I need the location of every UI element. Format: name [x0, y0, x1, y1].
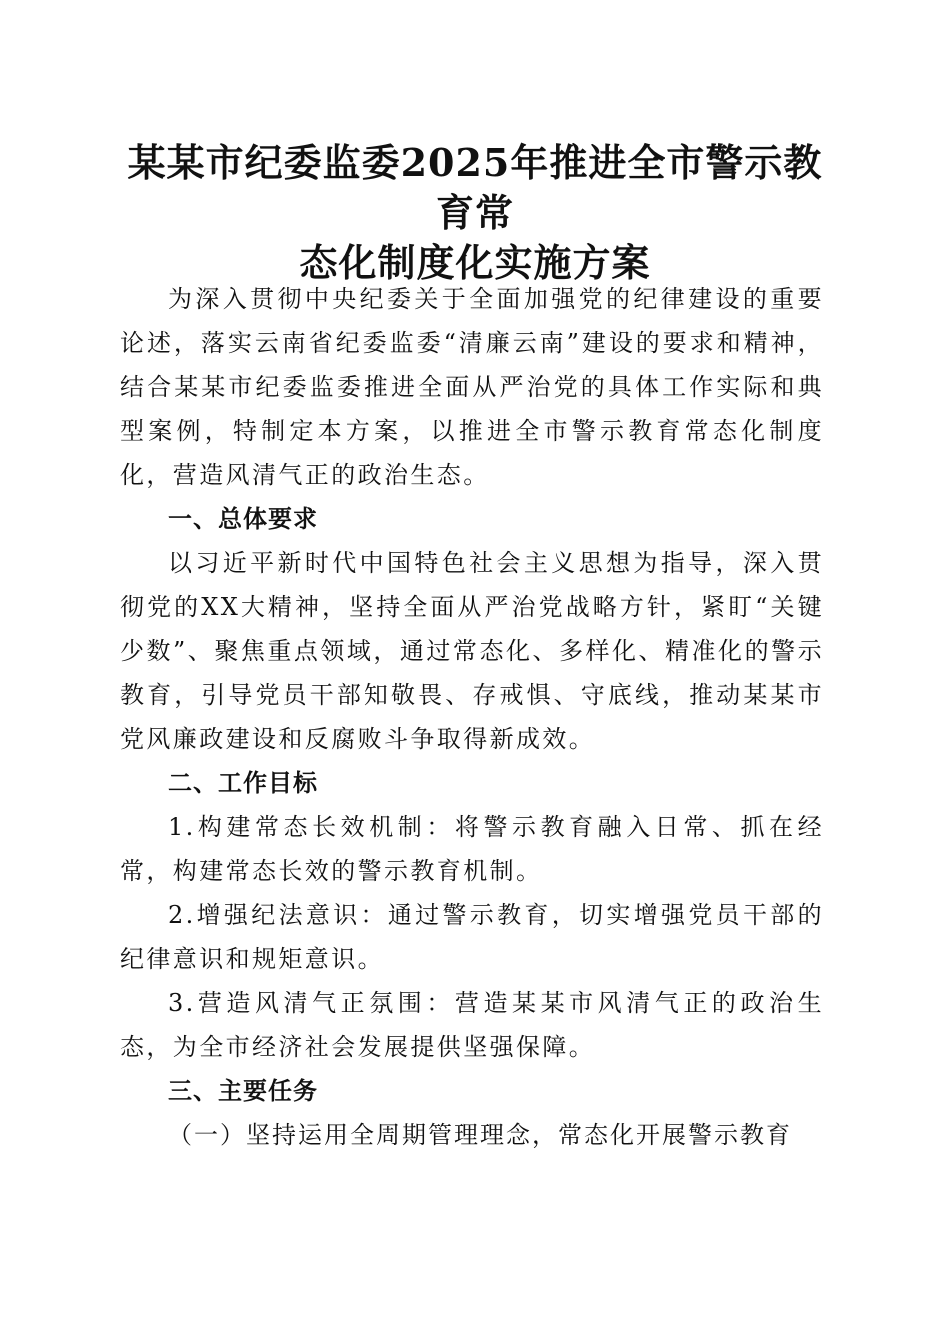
work-goal-item-1: 1.构建常态长效机制：将警示教育融入日常、抓在经常，构建常态长效的警示教育机制。	[120, 813, 824, 885]
document-body	[120, 277, 824, 1157]
work-goal-item-3: 3.营造风清气正氛围：营造某某市风清气正的政治生态，为全市经济社会发展提供坚强保障。	[120, 989, 824, 1061]
title-line-1: 某某市纪委监委2025年推进全市警示教育常	[127, 140, 823, 235]
section-heading-work-goals: 二、工作目标	[168, 769, 318, 797]
document-title	[120, 138, 830, 288]
work-goal-item-2: 2.增强纪法意识：通过警示教育，切实增强党员干部的纪律意识和规矩意识。	[120, 901, 824, 973]
intro-paragraph: 为深入贯彻中央纪委关于全面加强党的纪律建设的重要论述，落实云南省纪委监委“清廉云南”建设的要求和精神，结合某某市纪委监委推进全面从严治党的具体工作实际和典型案例，特制定本方案，以推进全市警示教育常态化制度化，营造风清气正的政治生态。	[120, 285, 824, 489]
general-requirements-paragraph: 以习近平新时代中国特色社会主义思想为指导，深入贯彻党的XX大精神，坚持全面从严治党战略方针，紧盯“关键少数”、聚焦重点领域，通过常态化、多样化、精准化的警示教育，引导党员干部知敬畏、存戒惧、守底线，推动某某市党风廉政建设和反腐败斗争取得新成效。	[120, 549, 824, 753]
section-heading-general-requirements: 一、总体要求	[168, 505, 318, 533]
title-line-2: 态化制度化实施方案	[299, 240, 651, 285]
main-tasks-subheading-1: （一）坚持运用全周期管理理念，常态化开展警示教育	[168, 1121, 792, 1149]
section-heading-main-tasks: 三、主要任务	[168, 1077, 318, 1105]
